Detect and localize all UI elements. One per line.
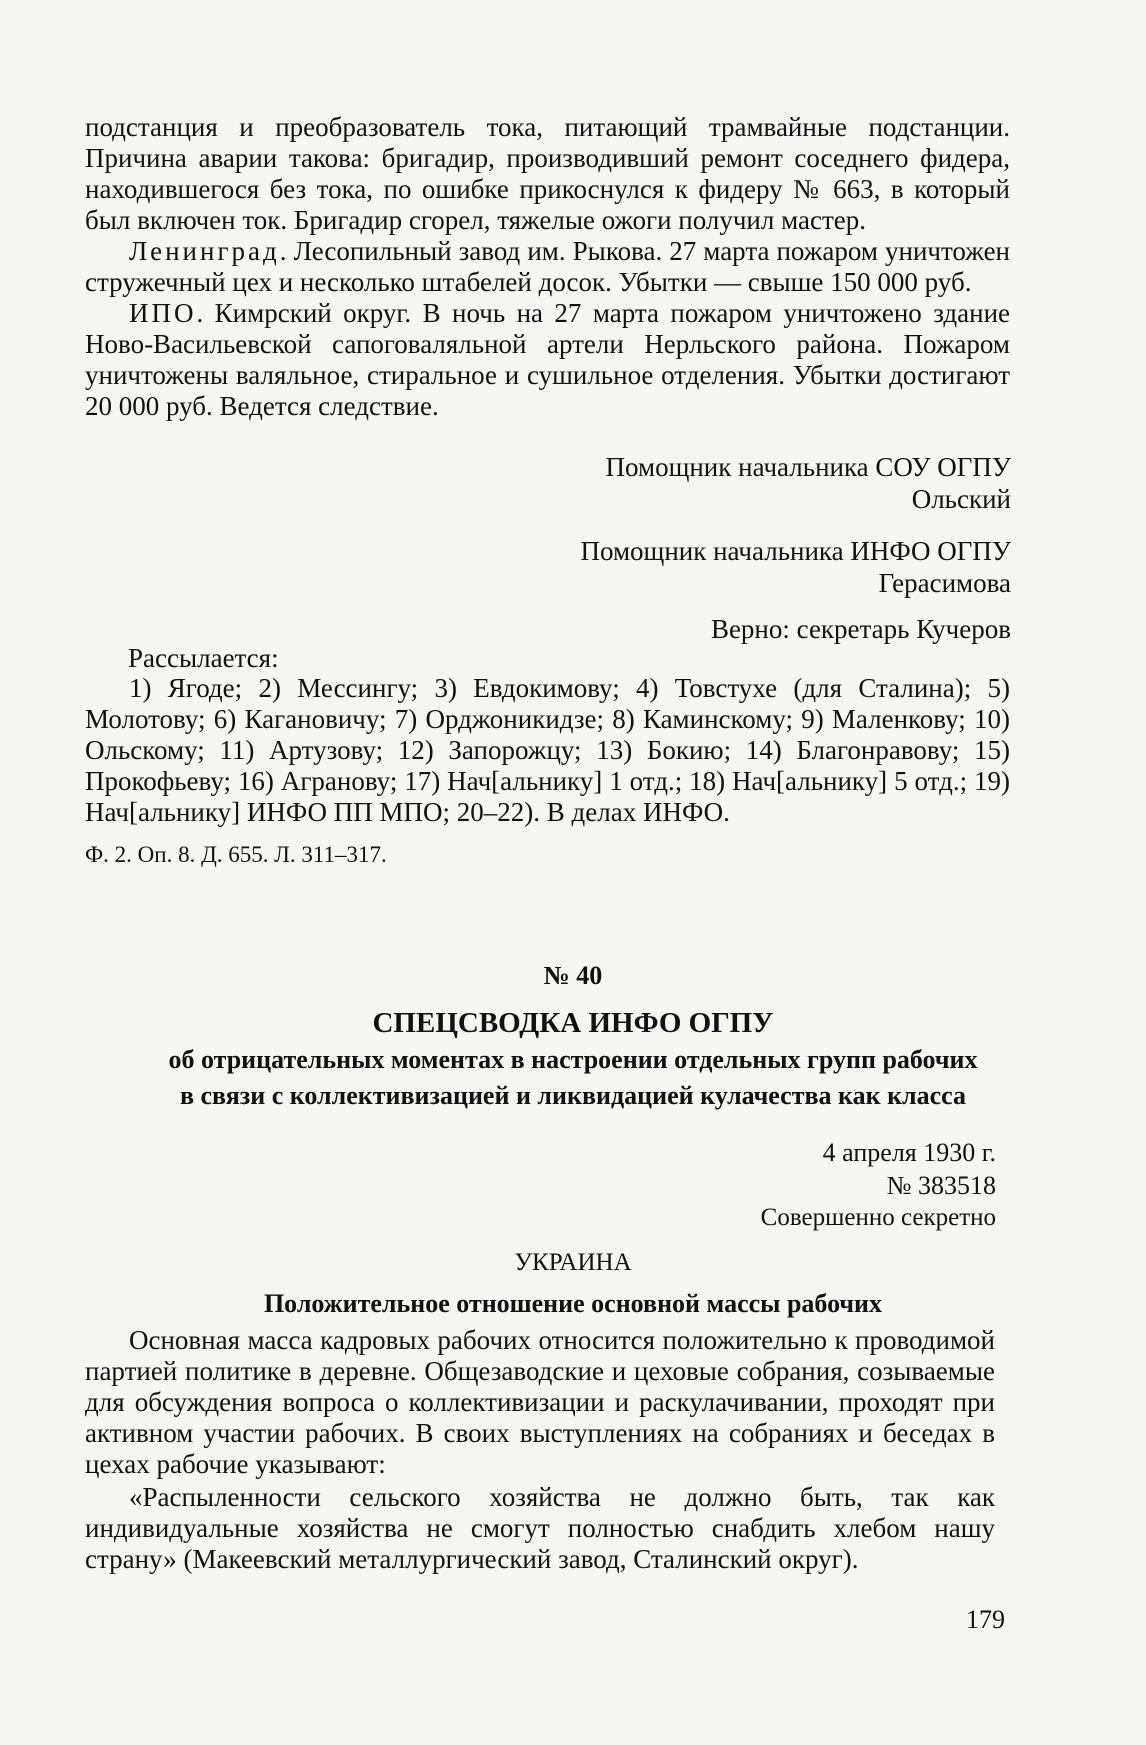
place-name: ИПО	[129, 298, 197, 328]
page-number: 179	[966, 1605, 1005, 1634]
signature-name-2: Герасимова	[878, 568, 1011, 598]
distribution-list: 1) Ягоде; 2) Мессингу; 3) Евдокимову; 4) Товстухе (для Сталина); 5) Молотову; 6) Кагановичу; 7) Орджоникидзе; 8) Каминскому; 9) Маленкову; 10) Ольскому; 11) Артузову; 12) Запорожцу; 13) Бокию; 14) Благонравову; 15) Прокофьеву; 16) Агранову; 17) Нач[альнику] 1 отд.; 18) Нач[альнику] 5 отд.; 19) Нач[альнику] ИНФО ПП МПО; 20–22). В делах ИНФО.	[85, 673, 1010, 827]
paragraph-text: . Кимрский округ. В ночь на 27 марта пожаром уничтожено здание Ново-Васильевской сапоговаляльной артели Нерльского района. Пожаром уничтожены валяльное, стиральное и сушильное отделения. Убытки достигают 20 000 руб. Ведется следствие.	[85, 298, 1010, 421]
worker-quote: «Распыленности сельского хозяйства не должно быть, так как индивидуальные хозяйства не смогут полностью снабдить хлебом нашу страну» (Макеевский металлургический завод, Сталинский округ).	[85, 1482, 995, 1574]
section-heading: Положительное отношение основной массы рабочих	[263, 1289, 883, 1318]
place-name: Ленинград	[129, 236, 280, 266]
paragraph-accident: подстанция и преобразователь тока, питающий трамвайные подстанции. Причина аварии такова: бригадир, производивший ремонт соседнего фидера, находившегося без тока, по ошибке прикоснулся к фидеру № 663, в который был включен ток. Бригадир сгорел, тяжелые ожоги получил мастер.	[85, 112, 1010, 235]
document-title: СПЕЦСВОДКА ИНФО ОГПУ	[372, 1007, 774, 1039]
signature-name-1: Ольский	[911, 484, 1011, 514]
secrecy-stamp: Совершенно секретно	[760, 1204, 996, 1231]
document-number: № 40	[543, 961, 603, 990]
signature-title-1: Помощник начальника СОУ ОГПУ	[605, 452, 1011, 482]
paragraph-ipo	[85, 298, 1010, 422]
distribution-label: Рассылается:	[128, 643, 279, 673]
document-subtitle-line-1: об отрицательных моментах в настроении отдельных групп рабочих	[168, 1045, 978, 1074]
archive-source: Ф. 2. Оп. 8. Д. 655. Л. 311–317.	[85, 842, 387, 867]
paragraph-text: . Лесопильный завод им. Рыкова. 27 марта пожаром уничтожен стружечный цех и несколько штабелей досок. Убытки — свыше 150 000 руб.	[85, 236, 1010, 297]
paragraph-leningrad	[85, 236, 1010, 298]
document-subtitle-line-2: в связи с коллективизацией и ликвидацией кулачества как класса	[179, 1081, 967, 1110]
registration-number: № 383518	[886, 1171, 996, 1200]
paragraph-main: Основная масса кадровых рабочих относится положительно к проводимой партией политике в деревне. Общезаводские и цеховые собрания, созываемые для обсуждения вопроса о коллективизации и раскулачивании, проходят при активном участии рабочих. В своих выступлениях на собраниях и беседах в цехах рабочие указывают:	[85, 1325, 995, 1479]
signature-title-2: Помощник начальника ИНФО ОГПУ	[580, 536, 1011, 566]
document-date: 4 апреля 1930 г.	[822, 1138, 996, 1167]
verification-line: Верно: секретарь Кучеров	[710, 614, 1011, 644]
region-heading: УКРАИНА	[514, 1249, 632, 1276]
